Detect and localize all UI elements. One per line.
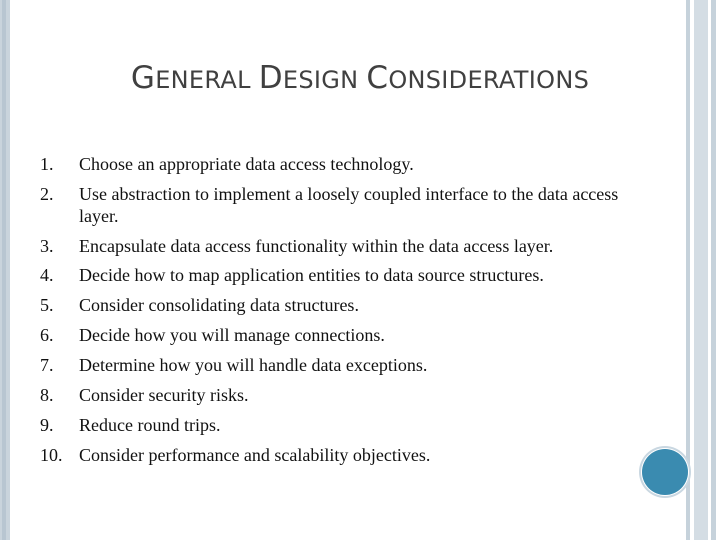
decorative-circle — [642, 449, 688, 495]
list-item — [40, 264, 640, 286]
item-number: 10. — [40, 445, 63, 465]
list-item — [40, 235, 640, 257]
list-item — [40, 153, 640, 175]
item-number: 2. — [40, 184, 54, 204]
item-text: Choose an appropriate data access technology. — [79, 154, 414, 174]
item-text: Consider security risks. — [79, 385, 249, 405]
list-item — [40, 183, 640, 227]
item-text: Determine how you will handle data exceptions. — [79, 355, 428, 375]
title-word: ONSIDERATIONS — [388, 66, 590, 94]
list-item — [40, 294, 640, 316]
item-text: Decide how you will manage connections. — [79, 325, 385, 345]
item-number: 7. — [40, 355, 54, 375]
considerations-list — [40, 153, 640, 474]
item-text: Reduce round trips. — [79, 415, 221, 435]
title-initial: C — [366, 60, 389, 96]
list-item — [40, 354, 640, 376]
item-number: 8. — [40, 385, 54, 405]
item-number: 5. — [40, 295, 54, 315]
item-text: Decide how to map application entities to data source structures. — [79, 265, 544, 285]
slide-title — [0, 60, 720, 96]
item-text: Use abstraction to implement a loosely coupled interface to the data access layer. — [79, 184, 619, 226]
item-text: Consider consolidating data structures. — [79, 295, 359, 315]
title-initial: D — [258, 60, 283, 96]
item-number: 1. — [40, 154, 54, 174]
item-number: 9. — [40, 415, 54, 435]
item-number: 4. — [40, 265, 54, 285]
item-number: 6. — [40, 325, 54, 345]
list-item — [40, 324, 640, 346]
list-item — [40, 444, 640, 466]
title-word: ESIGN — [282, 66, 359, 94]
title-initial: G — [130, 60, 156, 96]
item-number: 3. — [40, 236, 54, 256]
list-item — [40, 384, 640, 406]
list-item — [40, 414, 640, 436]
item-text: Consider performance and scalability objectives. — [79, 445, 431, 465]
title-word: ENERAL — [155, 66, 251, 94]
item-text: Encapsulate data access functionality within the data access layer. — [79, 236, 554, 256]
